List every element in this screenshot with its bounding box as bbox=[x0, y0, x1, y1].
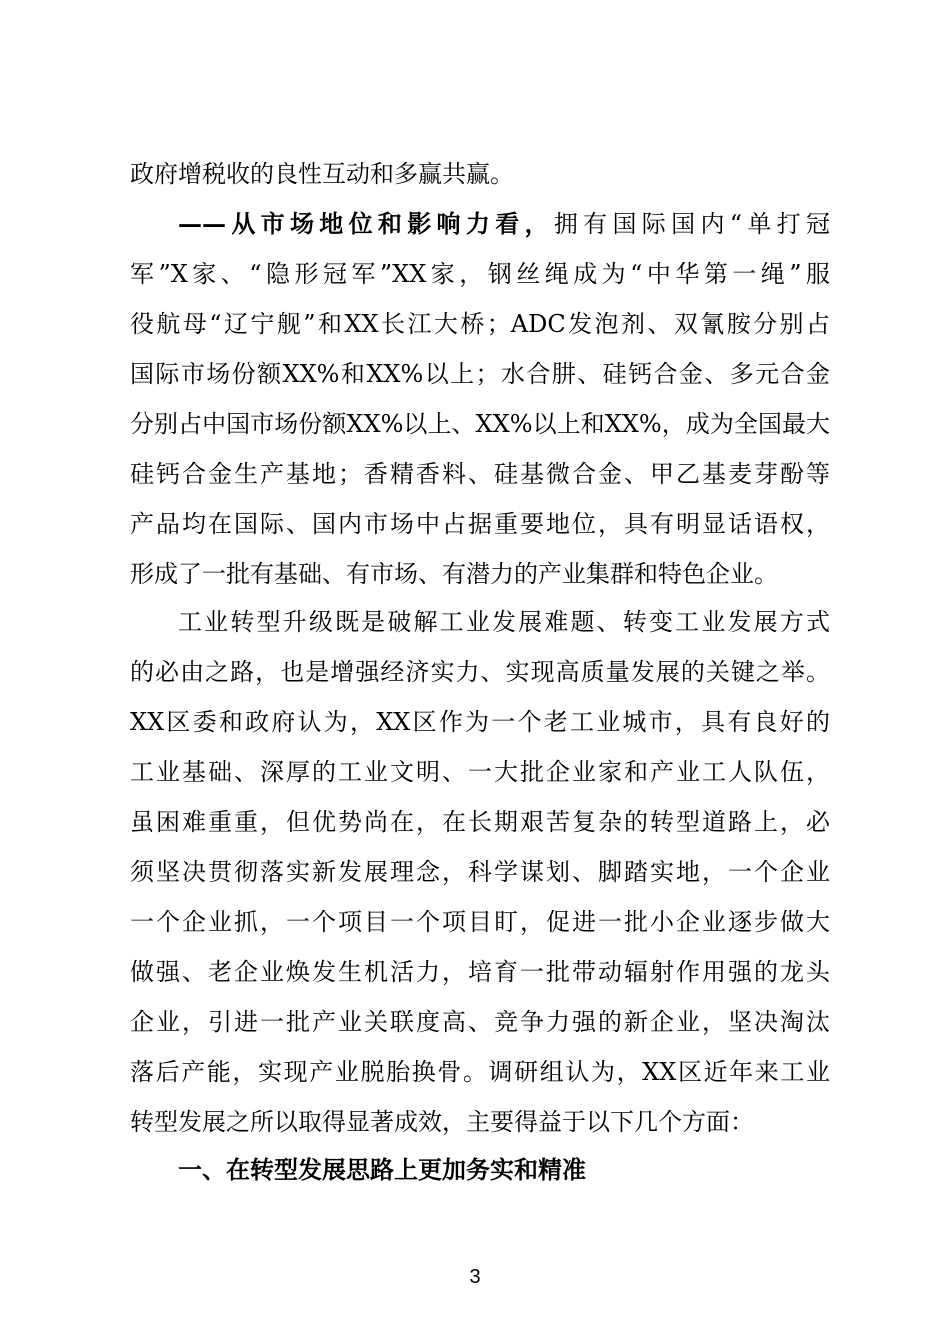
body-line: 企业，引进一批产业关联度高、竞争力强的新企业，坚决淘汰 bbox=[130, 1008, 830, 1036]
body-line: 军”X家、“隐形冠军”XX家，钢丝绳成为“中华第一绳”服 bbox=[130, 260, 830, 288]
body-line: 落后产能，实现产业脱胎换骨。调研组认为，XX区近年来工业 bbox=[130, 1058, 830, 1086]
body-line: 虽困难重重，但优势尚在，在长期艰苦复杂的转型道路上，必 bbox=[130, 808, 830, 836]
body-line: 转型发展之所以取得显著成效，主要得益于以下几个方面： bbox=[130, 1108, 754, 1136]
body-line: 做强、老企业焕发生机活力，培育一批带动辐射作用强的龙头 bbox=[130, 958, 830, 986]
body-line: 工业基础、深厚的工业文明、一大批企业家和产业工人队伍， bbox=[130, 758, 830, 786]
body-line: 国际市场份额XX%和XX%以上；水合肼、硅钙合金、多元合金 bbox=[130, 360, 830, 388]
body-line bbox=[178, 199, 830, 249]
body-line: XX区委和政府认为，XX区作为一个老工业城市，具有良好的 bbox=[130, 708, 830, 736]
section-heading: 一、在转型发展思路上更加务实和精准 bbox=[178, 1156, 586, 1184]
body-line: 工业转型升级既是破解工业发展难题、转变工业发展方式 bbox=[178, 608, 830, 636]
body-line: 分别占中国市场份额XX%以上、XX%以上和XX%，成为全国最大 bbox=[130, 410, 830, 438]
body-line: 的必由之路，也是增强经济实力、实现高质量发展的关键之举。 bbox=[130, 658, 830, 686]
body-line: 政府增税收的良性互动和多赢共赢。 bbox=[130, 160, 514, 188]
body-line: 形成了一批有基础、有市场、有潜力的产业集群和特色企业。 bbox=[130, 560, 778, 588]
body-line: 产品均在国际、国内市场中占据重要地位，具有明显话语权， bbox=[130, 510, 830, 538]
lead-phrase: ——从市场地位和影响力看， bbox=[178, 209, 554, 238]
body-text: 拥有国际国内“单打冠 bbox=[553, 210, 830, 238]
body-line: 硅钙合金生产基地；香精香料、硅基微合金、甲乙基麦芽酚等 bbox=[130, 460, 830, 488]
page-number: 3 bbox=[469, 1266, 481, 1288]
body-line: 须坚决贯彻落实新发展理念，科学谋划、脚踏实地，一个企业 bbox=[130, 858, 830, 886]
body-line: 役航母“辽宁舰”和XX长江大桥；ADC发泡剂、双氰胺分别占 bbox=[130, 310, 830, 338]
body-line: 一个企业抓，一个项目一个项目盯，促进一批小企业逐步做大 bbox=[130, 908, 830, 936]
